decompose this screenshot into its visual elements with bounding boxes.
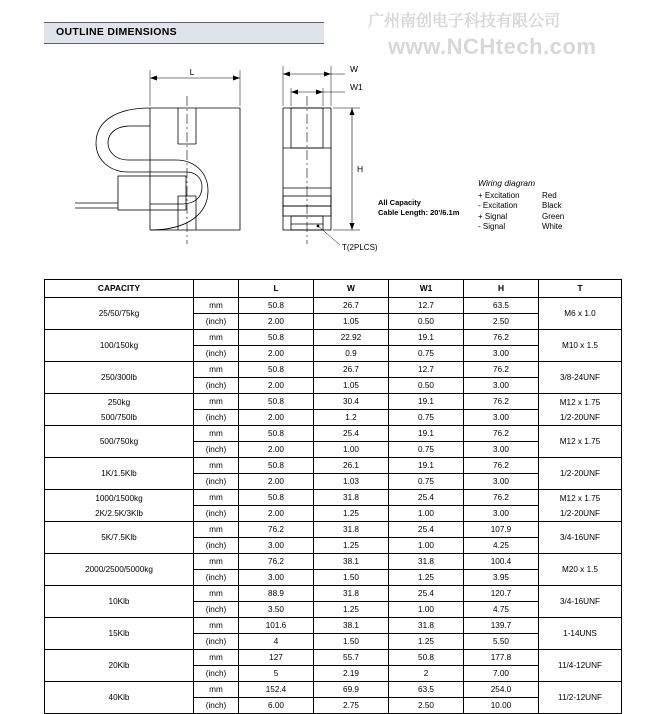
wiring-row [478,212,564,223]
dim-label-W1: W1 [350,82,363,92]
wiring-color: White [542,222,563,231]
cell-value-inch: 0.50 [389,378,464,394]
table-row [45,650,622,666]
cell-unit: (inch) [194,314,239,330]
cell-capacity: 2000/2500/5000kg [45,554,194,586]
wiring-row [478,201,564,212]
table-row [45,458,622,474]
table-row [45,298,622,314]
cell-value-mm: 50.8 [239,394,314,410]
cell-value-mm: 76.2 [464,426,539,442]
cell-value-inch: 3.00 [464,378,539,394]
cell-value-inch: 6.00 [239,698,314,714]
cell-unit: (inch) [194,346,239,362]
wiring-color: Green [542,211,565,221]
cell-value-mm: 19.1 [389,394,464,410]
cell-unit: mm [194,426,239,442]
cell-value-inch: 1.00 [389,538,464,554]
cell-value-inch: 4.25 [464,538,539,554]
cell-value-mm: 19.1 [389,330,464,346]
cell-capacity: 5K/7.5Klb [45,522,194,554]
cell-value-mm: 63.5 [389,682,464,698]
cell-thread: 1-14UNS [539,618,622,650]
cell-value-mm: 30.4 [314,394,389,410]
cell-value-mm: 50.8 [239,362,314,378]
cell-value-mm: 55.7 [314,650,389,666]
cell-value-inch: 2.00 [239,346,314,362]
cell-value-inch: 1.00 [389,602,464,618]
cell-value-inch: 3.00 [464,506,539,522]
cell-value-mm: 31.8 [389,618,464,634]
cell-value-inch: 3.00 [464,474,539,490]
cell-value-inch: 1.25 [314,602,389,618]
cell-capacity: 1K/1.5Klb [45,458,194,490]
cell-value-inch: 2.00 [239,442,314,458]
cell-value-mm: 139.7 [464,618,539,634]
dimensions-table [44,279,622,714]
wiring-diagram [478,178,564,233]
cell-value-mm: 152.4 [239,682,314,698]
col-header-L: L [239,280,314,298]
cell-capacity: 20Klb [45,650,194,682]
cell-unit: (inch) [194,410,239,426]
cell-unit: (inch) [194,506,239,522]
cell-unit: mm [194,330,239,346]
cell-value-mm: 50.8 [239,330,314,346]
cell-unit: (inch) [194,570,239,586]
cell-value-inch: 2.00 [239,506,314,522]
cell-value-mm: 12.7 [389,298,464,314]
cell-value-mm: 76.2 [239,522,314,538]
cell-value-mm: 26.7 [314,362,389,378]
cell-value-inch: 1.00 [389,506,464,522]
cell-thread: M20 x 1.5 [539,554,622,586]
cell-capacity: 40Klb [45,682,194,714]
cell-unit: mm [194,586,239,602]
cell-capacity: 15Klb [45,618,194,650]
cell-thread: 3/8-24UNF [539,362,622,394]
cell-value-inch: 0.75 [389,346,464,362]
cell-unit: mm [194,362,239,378]
cell-unit: mm [194,298,239,314]
cell-unit: (inch) [194,474,239,490]
dimensions-table-wrap [44,279,612,714]
cell-value-mm: 177.8 [464,650,539,666]
table-body [45,298,622,714]
cell-unit: mm [194,490,239,506]
dim-label-W: W [350,64,359,74]
cell-value-inch: 1.05 [314,378,389,394]
cell-unit: (inch) [194,634,239,650]
dim-label-H: H [357,164,364,174]
section-header-bar [44,22,324,44]
wiring-row [478,222,564,233]
cell-value-mm: 22.92 [314,330,389,346]
cell-value-mm: 127 [239,650,314,666]
cell-capacity: 25/50/75kg [45,298,194,330]
cell-unit: (inch) [194,666,239,682]
cell-value-inch: 0.50 [389,314,464,330]
wiring-row [478,191,564,202]
cell-value-mm: 25.4 [314,426,389,442]
cell-thread: 11/2-12UNF [539,682,622,714]
col-header-T: T [539,280,622,298]
cell-value-inch: 0.75 [389,474,464,490]
cell-value-inch: 0.75 [389,410,464,426]
outline-drawing [0,48,656,273]
cell-thread: 11/4-12UNF [539,650,622,682]
cell-value-inch: 3.00 [464,442,539,458]
cell-value-inch: 1.25 [389,570,464,586]
cell-value-mm: 25.4 [389,586,464,602]
cell-thread: M6 x 1.0 [539,298,622,330]
dim-label-T: T(2PLCS) [342,243,378,252]
cell-unit: mm [194,554,239,570]
cell-value-inch: 2.50 [389,698,464,714]
dim-label-L: L [189,67,195,77]
cell-value-inch: 2.00 [239,474,314,490]
cell-value-mm: 31.8 [314,522,389,538]
cell-value-inch: 3.50 [239,602,314,618]
cell-value-mm: 50.8 [239,426,314,442]
cell-value-mm: 76.2 [464,490,539,506]
cell-value-mm: 31.8 [389,554,464,570]
page-title: OUTLINE DIMENSIONS [56,26,177,38]
cell-value-mm: 26.1 [314,458,389,474]
cell-value-inch: 2.19 [314,666,389,682]
cell-value-mm: 254.0 [464,682,539,698]
cell-value-inch: 3.00 [239,570,314,586]
cell-value-mm: 76.2 [464,394,539,410]
table-row [45,682,622,698]
cell-value-inch: 1.2 [314,410,389,426]
cable-note-line1: All Capacity [378,198,421,207]
cell-value-mm: 120.7 [464,586,539,602]
cell-unit: (inch) [194,442,239,458]
cell-value-inch: 3.00 [239,538,314,554]
table-row [45,554,622,570]
cell-capacity: 250/300lb [45,362,194,394]
cell-value-mm: 12.7 [389,362,464,378]
cell-value-mm: 100.4 [464,554,539,570]
cell-value-inch: 0.75 [389,442,464,458]
cell-value-inch: 1.03 [314,474,389,490]
cell-value-mm: 25.4 [389,522,464,538]
cell-unit: mm [194,618,239,634]
cell-unit: mm [194,682,239,698]
cell-value-inch: 1.25 [314,538,389,554]
watermark-chinese: 广州南创电子科技有限公司 [368,11,561,30]
cell-value-inch: 1.25 [389,634,464,650]
cell-unit: mm [194,650,239,666]
cell-value-mm: 25.4 [389,490,464,506]
cell-value-inch: 4.75 [464,602,539,618]
cell-thread: 3/4-16UNF [539,586,622,618]
cell-value-inch: 1.50 [314,570,389,586]
cell-value-inch: 1.50 [314,634,389,650]
cell-capacity: 500/750kg [45,426,194,458]
cell-value-inch: 5.50 [464,634,539,650]
cell-value-inch: 2.00 [239,410,314,426]
cell-capacity: 250kg 500/750lb [45,394,194,426]
cell-value-mm: 88.9 [239,586,314,602]
cell-value-inch: 3.00 [464,410,539,426]
cell-value-mm: 76.2 [464,362,539,378]
cell-thread: M12 x 1.75 [539,426,622,458]
cell-value-mm: 26.7 [314,298,389,314]
cell-value-mm: 50.8 [239,298,314,314]
cell-unit: (inch) [194,538,239,554]
table-row [45,522,622,538]
table-header-row [45,280,622,298]
cell-value-inch: 2.00 [239,378,314,394]
cell-value-mm: 101.6 [239,618,314,634]
cell-thread: 3/4-16UNF [539,522,622,554]
cell-value-inch: 2 [389,666,464,682]
cell-thread: 1/2-20UNF [539,458,622,490]
col-header-unit [194,280,239,298]
cell-thread: M12 x 1.75 1/2-20UNF [539,490,622,522]
cell-value-inch: 7.00 [464,666,539,682]
cell-value-mm: 63.5 [464,298,539,314]
table-row [45,490,622,506]
col-header-W: W [314,280,389,298]
wiring-label: - Excitation [478,201,518,210]
wiring-color: Black [542,201,562,210]
wiring-color: Red [542,190,557,200]
cell-value-mm: 50.8 [239,458,314,474]
cell-value-mm: 50.8 [239,490,314,506]
s-type-load-cell-drawing [0,48,656,273]
cell-value-inch: 5 [239,666,314,682]
cell-value-inch: 0.9 [314,346,389,362]
cell-value-inch: 1.00 [314,442,389,458]
cell-value-inch: 4 [239,634,314,650]
cell-value-mm: 76.2 [464,458,539,474]
cell-value-mm: 76.2 [464,330,539,346]
cable-note-line2: Cable Length: 20'/6.1m [378,207,460,217]
cell-unit: (inch) [194,602,239,618]
cell-value-mm: 38.1 [314,554,389,570]
cell-value-inch: 1.05 [314,314,389,330]
cell-value-inch: 10.00 [464,698,539,714]
cell-unit: mm [194,522,239,538]
cell-value-mm: 19.1 [389,426,464,442]
table-row [45,426,622,442]
col-header-W1: W1 [389,280,464,298]
cell-value-inch: 3.95 [464,570,539,586]
table-row [45,618,622,634]
table-row [45,362,622,378]
cell-value-mm: 19.1 [389,458,464,474]
wiring-label: + Excitation [478,190,520,200]
table-row [45,394,622,410]
cell-unit: mm [194,458,239,474]
cell-value-inch: 2.50 [464,314,539,330]
wiring-label: + Signal [478,211,508,221]
table-row [45,330,622,346]
col-header-capacity: CAPACITY [45,280,194,298]
cell-value-mm: 50.8 [389,650,464,666]
cell-value-mm: 31.8 [314,586,389,602]
cell-value-inch: 2.75 [314,698,389,714]
cell-unit: (inch) [194,698,239,714]
wiring-label: - Signal [478,222,506,231]
cell-thread: M10 x 1.5 [539,330,622,362]
cell-value-mm: 76.2 [239,554,314,570]
cell-capacity: 1000/1500kg 2K/2.5K/3Klb [45,490,194,522]
cell-value-mm: 38.1 [314,618,389,634]
cell-unit: (inch) [194,378,239,394]
col-header-H: H [464,280,539,298]
cell-value-inch: 2.00 [239,314,314,330]
wiring-title: Wiring diagram [478,178,536,188]
cell-capacity: 10Klb [45,586,194,618]
cable-length-note [378,198,459,217]
cell-value-mm: 107.9 [464,522,539,538]
cell-value-mm: 69.9 [314,682,389,698]
cell-value-inch: 3.00 [464,346,539,362]
table-row [45,586,622,602]
cell-value-inch: 1.25 [314,506,389,522]
watermark-english: www.NCHtech.com [388,34,597,59]
cell-value-mm: 31.8 [314,490,389,506]
cell-unit: mm [194,394,239,410]
cell-thread: M12 x 1.75 1/2-20UNF [539,394,622,426]
cell-capacity: 100/150kg [45,330,194,362]
